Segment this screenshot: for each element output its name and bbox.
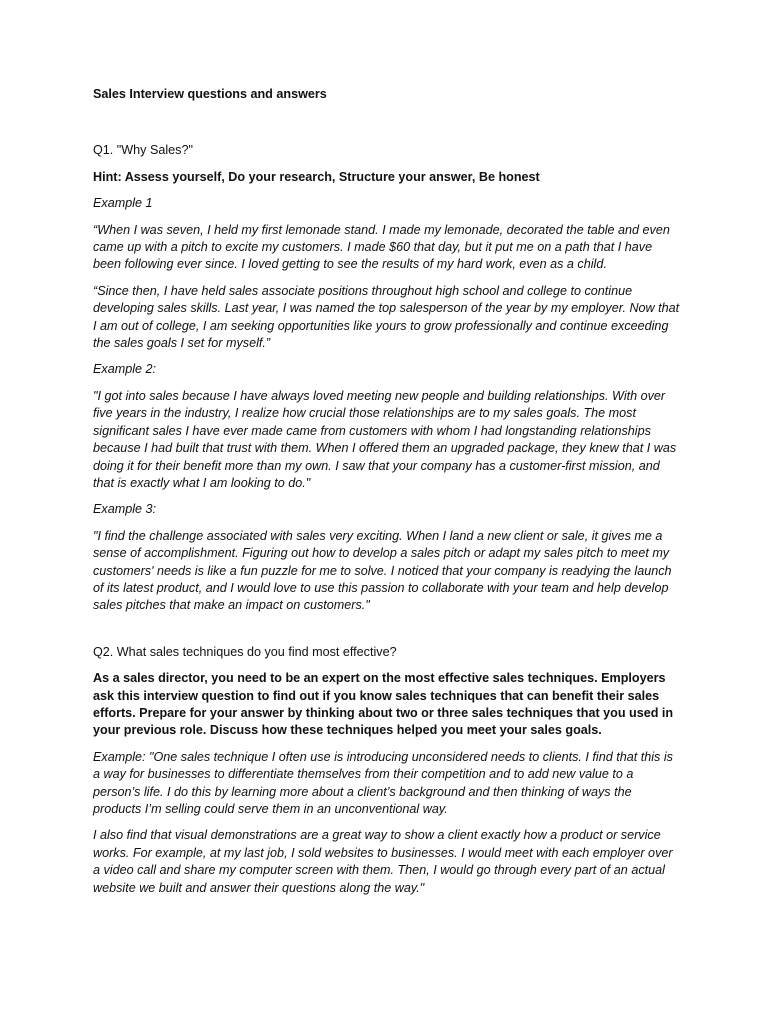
question-1-heading: Q1. "Why Sales?" — [93, 143, 193, 158]
question-2-intro: As a sales director, you need to be an expert on the most effective sales techniques. Employers ask this interview question to find out if you know sales techniques that can benefit their sales efforts. Prepare for your answer by thinking about two or three sales techniques that you used in your previous role. Discuss how these techniques helped you meet your sales goals. — [93, 671, 674, 738]
example-1-paragraph-2: “Since then, I have held sales associate positions throughout high school and college to continue developing sales skills. Last year, I was named the top salesperson of the year by my employer. Now that I am out of college, I am seeking opportunities like yours to grow professionally and continue exceeding the sales goals I set for myself.” — [93, 283, 680, 351]
question-2-example-paragraph-2: I also find that visual demonstrations are a great way to show a client exactly how a product or service works. For example, at my last job, I sold websites to businesses. I would meet with each employer over a video call and share my computer screen with them. Then, I would go through every part of an actual website we built and answer their questions along the way." — [93, 828, 673, 895]
example-2-paragraph: "I got into sales because I have always loved meeting new people and building relationships. With over five years in the industry, I realize how crucial those relationships are to my sales goals. The most significant sales I have ever made came from customers with whom I had longstanding relationships because I had built that trust with them. When I offered them an upgraded package, they knew that I was doing it for their benefit more than my own. I saw that your company has a customer-first mission, and that is exactly what I am looking to do." — [93, 388, 677, 490]
example-2-label: Example 2: — [93, 362, 156, 377]
example-1-paragraph-1: “When I was seven, I held my first lemonade stand. I made my lemonade, decorated the table and even came up with a pitch to excite my customers. I made $60 that day, but it put me on a path that I have been following ever since. I loved getting to see the results of my hard work, even as a child. — [93, 222, 670, 272]
example-3-paragraph: "I find the challenge associated with sales very exciting. When I land a new client or sale, it gives me a sense of accomplishment. Figuring out how to develop a sales pitch or adapt my sales pitch to meet my customers' needs is like a fun puzzle for me to solve. I noticed that your company is readying the launch of its latest product, and I would love to use this passion to collaborate with your team and help develop sales pitches that make an impact on customers." — [93, 528, 672, 613]
question-1-hint: Hint: Assess yourself, Do your research, Structure your answer, Be honest — [93, 169, 540, 184]
example-3-label: Example 3: — [93, 502, 156, 517]
example-1-label: Example 1 — [93, 196, 153, 211]
document-title: Sales Interview questions and answers — [93, 87, 327, 101]
question-2-heading: Q2. What sales techniques do you find most effective? — [93, 644, 397, 659]
document-body — [93, 86, 683, 897]
question-2-example-paragraph-1: Example: "One sales technique I often use is introducing unconsidered needs to clients. I find that this is a way for businesses to differentiate themselves from their competition and to add new value to a person’s life. I do this by learning more about a client’s background and then thinking of ways the products I’m selling could serve them in an unconventional way. — [93, 749, 673, 816]
